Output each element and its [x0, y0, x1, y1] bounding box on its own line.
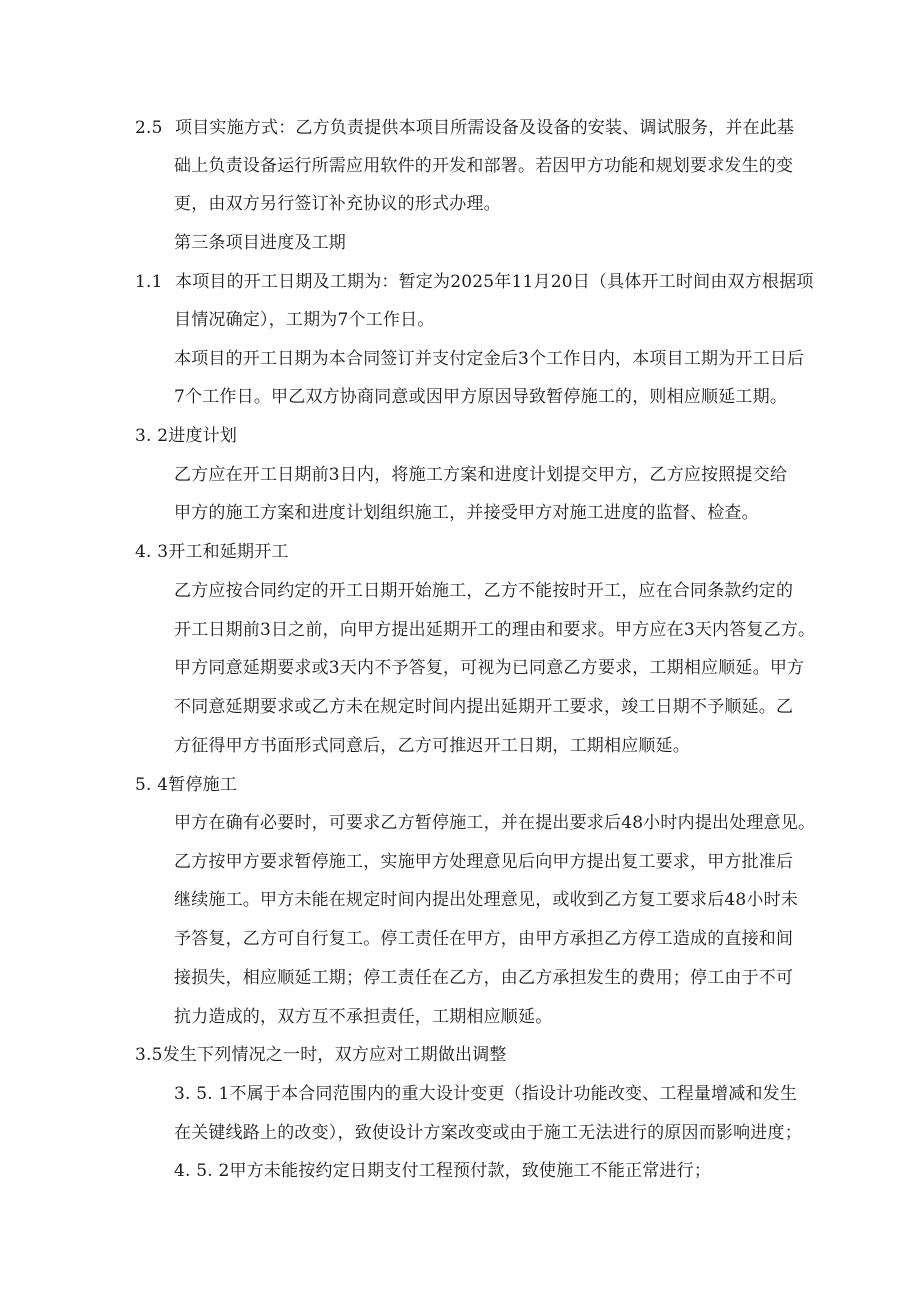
clause-3-5-2-line-1: 4. 5. 2甲方未能按约定日期支付工程预付款，致使施工不能正常进行；: [174, 1161, 712, 1181]
clause-5-4-heading: 5. 4暂停施工: [135, 775, 238, 795]
clause-5-4-line-2: 乙方按甲方要求暂停施工，实施甲方处理意见后向甲方提出复工要求，甲方批准后: [174, 852, 794, 872]
clause-4-3-line-2: 开工日期前3日之前，向甲方提出延期开工的理由和要求。甲方应在3天内答复乙方。: [174, 620, 816, 640]
clause-2-5-line-3: 更，由双方另行签订补充协议的形式办理。: [174, 194, 501, 214]
clause-3-2-line-2: 甲方的施工方案和进度计划组织施工，并接受甲方对施工进度的监督、检查。: [174, 503, 759, 523]
clause-2-5-line-2: 础上负责设备运行所需应用软件的开发和部署。若因甲方功能和规划要求发生的变: [174, 156, 794, 176]
clause-1-1-line-1: [135, 271, 814, 293]
article-3-title: 第三条项目进度及工期: [174, 233, 346, 253]
clause-1-1-text-1: 本项目的开工日期及工期为：暂定为2025年11月20日（具体开工时间由双方根据项: [175, 272, 814, 292]
clause-3-5-1-line-1: 3. 5. 1不属于本合同范围内的重大设计变更（指设计功能改变、工程量增减和发生: [174, 1084, 798, 1104]
clause-5-4-line-1: 甲方在确有必要时，可要求乙方暂停施工，并在提出要求后48小时内提出处理意见。: [174, 813, 816, 833]
clause-4-3-line-1: 乙方应按合同约定的开工日期开始施工，乙方不能按时开工，应在合同条款约定的: [174, 581, 794, 601]
clause-1-1-number: 1.1: [135, 272, 163, 292]
clause-2-5-number: 2.5: [135, 118, 163, 138]
clause-4-3-line-5: 方征得甲方书面形式同意后，乙方可推迟开工日期，工期相应顺延。: [174, 736, 690, 756]
clause-2-5-text-1: 项目实施方式：乙方负责提供本项目所需设备及设备的安装、调试服务，并在此基: [175, 118, 795, 138]
clause-5-4-line-4: 予答复，乙方可自行复工。停工责任在甲方，由甲方承担乙方停工造成的直接和间: [174, 929, 794, 949]
clause-5-4-line-6: 抗力造成的，双方互不承担责任，工期相应顺延。: [174, 1007, 553, 1027]
clause-3-2-line-1: 乙方应在开工日期前3日内，将施工方案和进度计划提交甲方，乙方应按照提交给: [174, 465, 788, 485]
clause-4-3-heading: 4. 3开工和延期开工: [135, 542, 289, 562]
clause-1-1-extra-line-2: 7个工作日。甲乙双方协商同意或因甲方原因导致暂停施工的，则相应顺延工期。: [174, 387, 788, 407]
clause-3-5-1-line-2: 在关键线路上的改变），致使设计方案改变或由于施工无法进行的原因而影响进度；: [174, 1123, 802, 1143]
clause-4-3-line-4: 不同意延期要求或乙方未在规定时间内提出延期开工要求，竣工日期不予顺延。乙: [174, 697, 794, 717]
clause-5-4-line-5: 接损失，相应顺延工期；停工责任在乙方，由乙方承担发生的费用；停工由于不可: [174, 968, 794, 988]
clause-4-3-line-3: 甲方同意延期要求或3天内不予答复，可视为已同意乙方要求，工期相应顺延。甲方: [174, 658, 805, 678]
clause-2-5-line-1: [135, 117, 794, 139]
clause-1-1-extra-line-1: 本项目的开工日期为本合同签订并支付定金后3个工作日内，本项目工期为开工日后: [174, 349, 805, 369]
clause-5-4-line-3: 继续施工。甲方未能在规定时间内提出处理意见，或收到乙方复工要求后48小时未: [174, 890, 799, 910]
clause-1-1-line-2: 目情况确定），工期为7个工作日。: [174, 310, 435, 330]
clause-3-5-heading: 3.5发生下列情况之一时，双方应对工期做出调整: [135, 1045, 507, 1065]
clause-3-2-heading: 3. 2进度计划: [135, 426, 238, 446]
